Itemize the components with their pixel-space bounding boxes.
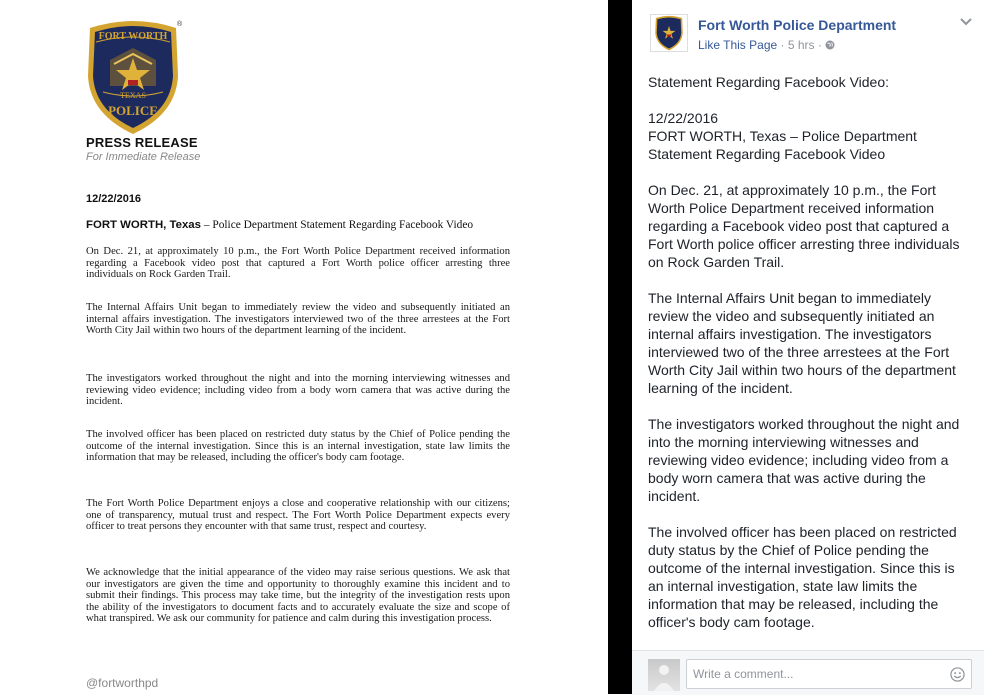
post-paragraph: The investigators worked throughout the night and into the morning interviewing witnesses and reviewing video evidence; including video from a body worn camera that was active during the incident. xyxy=(648,416,960,504)
post-meta xyxy=(698,38,835,52)
meta-separator: · xyxy=(777,38,788,52)
post-paragraph: 12/22/2016 FORT WORTH, Texas – Police Department Statement Regarding Facebook Video xyxy=(648,110,917,162)
press-release-paragraph: The Fort Worth Police Department enjoys a close and cooperative relationship with our citizens; one of transparency, mutual trust and respect. The Fort Worth Police Department expects every officer to treat persons they encounter with that same trust, respect and courtesy. xyxy=(86,498,510,533)
press-release-headline xyxy=(86,219,526,231)
facebook-post xyxy=(632,0,984,694)
post-timestamp[interactable]: 5 hrs xyxy=(787,38,815,52)
badge-middle-text: TEXAS xyxy=(120,91,146,100)
globe-icon xyxy=(825,38,835,52)
page-avatar[interactable] xyxy=(650,14,688,52)
post-paragraph: The involved officer has been placed on restricted duty status by the Chief of Police pending the outcome of the internal investigation. Since this is an internal investigation, state law limits the information that may be released, including the officer's body cam footage. xyxy=(648,524,957,630)
emoji-icon[interactable] xyxy=(950,667,965,682)
meta-separator: · xyxy=(814,38,826,52)
page-name-link[interactable]: Fort Worth Police Department xyxy=(698,17,897,33)
comment-input[interactable] xyxy=(686,659,972,689)
post-paragraph: The Internal Affairs Unit began to immediately review the video and subsequently initiated an internal affairs investigation. The investigators interviewed two of the three arrestees at the Fort Worth City Jail within two hours of the department learning of the incident. xyxy=(648,290,956,396)
post-paragraph: Statement Regarding Facebook Video: xyxy=(648,74,890,90)
press-release-headline-text: – Police Department Statement Regarding Facebook Video xyxy=(200,219,474,231)
chevron-down-icon[interactable] xyxy=(959,16,973,28)
press-release-paragraph: The Internal Affairs Unit began to immediately review the video and subsequently initiated an internal affairs investigation. The investigators interviewed two of the three arrestees at the Fort Worth City Jail within two hours of the department learning of the incident. xyxy=(86,302,510,337)
badge-top-text: FORT WORTH xyxy=(98,31,168,42)
comment-bar xyxy=(632,650,984,695)
registered-mark: ® xyxy=(177,21,183,28)
press-release-location: FORT WORTH, Texas xyxy=(86,219,201,231)
twitter-handle: @fortworthpd xyxy=(86,676,159,690)
press-release-title: PRESS RELEASE xyxy=(86,135,198,150)
press-release-paragraph: The involved officer has been placed on restricted duty status by the Chief of Police pending the outcome of the internal investigation. Since this is an internal investigation, state law limits the information that may be released, including the officer's body cam footage. xyxy=(86,429,510,464)
commenter-avatar xyxy=(648,659,680,691)
badge-bottom-text: POLICE xyxy=(108,103,158,118)
post-body xyxy=(648,73,974,649)
press-release-paragraph: The investigators worked throughout the night and into the morning interviewing witnesses and reviewing video evidence; including video from a body worn camera that was active during the incident. xyxy=(86,373,510,408)
police-badge-icon xyxy=(651,15,687,51)
press-release-paragraph: On Dec. 21, at approximately 10 p.m., the Fort Worth Police Department received information regarding a Facebook video post that captured a Fort Worth police officer arresting three individuals on Rock Garden Trail. xyxy=(86,246,510,281)
press-release-date: 12/22/2016 xyxy=(86,193,142,205)
divider xyxy=(608,0,632,694)
press-release-paragraph: We acknowledge that the initial appearance of the video may raise serious questions. We ask that our investigators are given the time and opportunity to thoroughly examine this incident and to submit their findings. This process may take time, but the integrity of the investigation rests upon the ability of the investigators to document facts and to accurately evaluate the size and scope of what transpired. We ask our community for patience and calm during this investigation process. xyxy=(86,567,510,625)
police-badge-icon xyxy=(84,18,182,136)
like-page-link[interactable]: Like This Page xyxy=(698,38,778,52)
press-release-subtitle: For Immediate Release xyxy=(86,151,201,163)
post-paragraph: On Dec. 21, at approximately 10 p.m., the Fort Worth Police Department received information regarding a Facebook video post that captured a Fort Worth police officer arresting three individuals on Rock Garden Trail. xyxy=(648,182,960,270)
